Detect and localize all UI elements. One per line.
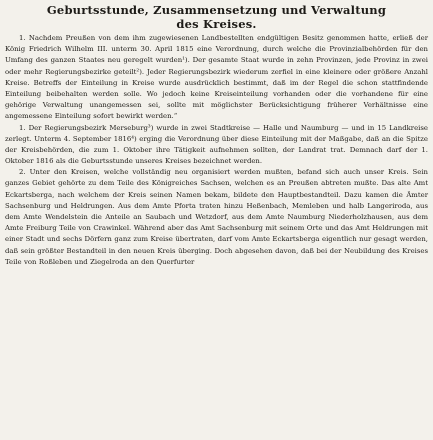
paragraph-2: 1. Der Regierungsbezirk Merseburg³) wurde in zwei Stadtkreise — Halle und Naumburg — und in 15 Landkreise zerlegt. Unterm 4. September 1816⁴) erging die Verordnung über diese Einteilung mit der Maßgabe, daß an die Spitze der Kreisbehörden, die zum 1. Oktober ihre Tätigkeit aufnehmen sollten, der Landrat trat. Demnach darf der 1. Oktober 1816 als die Geburtsstunde unseres Kreises bezeichnet werden. <box>5 123 428 166</box>
paragraph-3: 2. Unter den Kreisen, welche vollständig neu organisiert werden mußten, befand sich auch unser Kreis. Sein ganzes Gebiet gehörte zu dem Teile des Königreiches Sachsen, welchen es an Preußen abtreten mußte. Das alte Amt Eckartsberga, nach welchem der Kreis seinen Namen bekam, bildete den Hauptbestandteil. Dazu kamen die Ämter Sachsenburg und Heldrungen. Aus dem Amte Pforta traten hinzu Heßenbach, Memleben und halb Langeriroda, aus dem Amte Wendelstein die Anteile an Saubach und Wetzdorf, aus dem Amte Naumburg Niederholzhausen, aus dem Amte Freiburg Teile von Crawinkel. Während aber das Amt Sachsenburg mit seinem Orte und das Amt Heldrungen mit einer Stadt und sechs Dörfern ganz zum Kreise übertraten, darf vom Amte Eckartsberga eigentlich nur gesagt werden, daß sein größter Bestandteil in den neuen Kreis überging. Doch abgesehen davon, daß bei der Neubildung des Kreises Teile von Roßleben und Ziegelroda an den Querfurter <box>5 168 428 266</box>
paragraph-1: 1. Nachdem Preußen von dem ihm zugewiesenen Landbestellten endgültigen Besitz genommen hatte, erließ der König Friedrich Wilhelm III. unterm 30. April 1815 eine Verordnung, durch welche die Provinzialbehörden für den Umfang des ganzen Staates neu geregelt wurden¹). Der gesamte Staat wurde in zehn Provinzen, jede Provinz in zwei oder mehr Regierungsbezirke geteilt²). Jeder Regierungsbezirk wiederum zerfiel in eine kleinere oder größere Anzahl Kreise. Betreffs der Einteilung in Kreise wurde ausdrücklich bestimmt, daß im der Regel die schon stattfindende Einteilung beibehalten werden solle. Wo jedoch keine Kreiseinteilung vorhanden oder die vorhandene für eine gehörige Verwaltung unangemessen sei, sollte mit möglichster Berücksichtigung früherer Verhältnisse eine angemessene Einteilung sofort bewirkt werden.“ <box>5 34 428 121</box>
document-title-line-1: Geburtsstunde, Zusammensetzung und Verwaltung <box>46 3 387 17</box>
document-title-line-2: des Kreises. <box>176 17 257 31</box>
